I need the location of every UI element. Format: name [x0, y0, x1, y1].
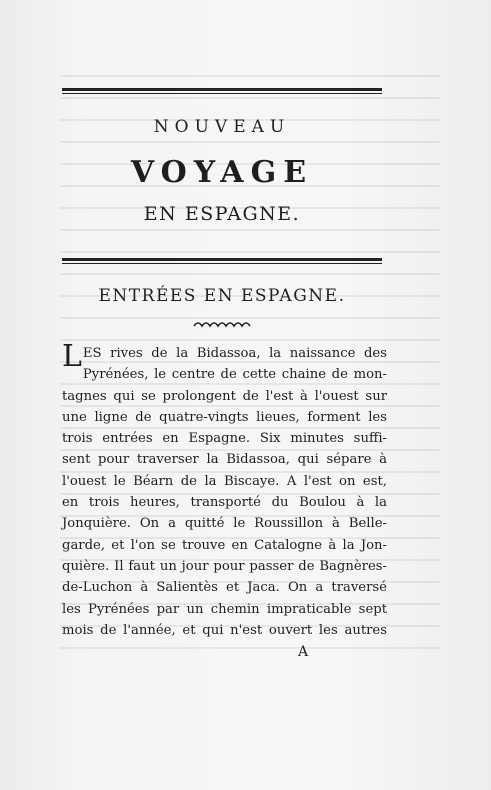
section-title: ENTRÉES EN ESPAGNE. — [98, 286, 346, 306]
middle-double-rule — [62, 258, 382, 264]
text-line: de-Luchon à Salientès et Jaca. On a traversé — [62, 580, 387, 596]
title-line-nouveau: NOUVEAU — [153, 117, 291, 137]
text-line: quière. Il faut un jour pour passer de Bagnères- — [62, 558, 387, 574]
top-double-rule — [62, 88, 382, 94]
text-line: l'ouest le Béarn de la Biscaye. A l'est on est, — [62, 473, 387, 489]
text-line: trois entrées en Espagne. Six minutes suffi- — [62, 431, 387, 447]
text-line: Pyrénées, le centre de cette chaine de mon- — [82, 367, 387, 383]
text-line: sent pour traverser la Bidassoa, qui sépare à — [62, 452, 387, 468]
catchword: A — [298, 644, 309, 660]
body-paragraph — [62, 339, 387, 641]
drop-cap: L — [62, 339, 82, 374]
text-line: tagnes qui se prolongent de l'est à l'ouest sur — [62, 388, 387, 404]
text-line: les Pyrénées par un chemin impraticable sept — [62, 601, 387, 617]
text-line: une ligne de quatre-vingts lieues, forment les — [62, 409, 387, 425]
text-line: Jonquière. On a quitté le Roussillon à Belle- — [62, 516, 387, 532]
text-line: en trois heures, transporté du Boulou à la — [62, 495, 387, 511]
text-line: LES rives de la Bidassoa, la naissance des — [62, 339, 387, 374]
title-line-voyage: VOYAGE — [130, 155, 314, 190]
title-line-en-espagne: EN ESPAGNE. — [143, 203, 301, 225]
text-line: mois de l'année, et qui n'est ouvert les autres — [62, 622, 387, 638]
ornament-divider — [192, 318, 252, 330]
text-line: garde, et l'on se trouve en Catalogne à la Jon- — [62, 537, 387, 553]
